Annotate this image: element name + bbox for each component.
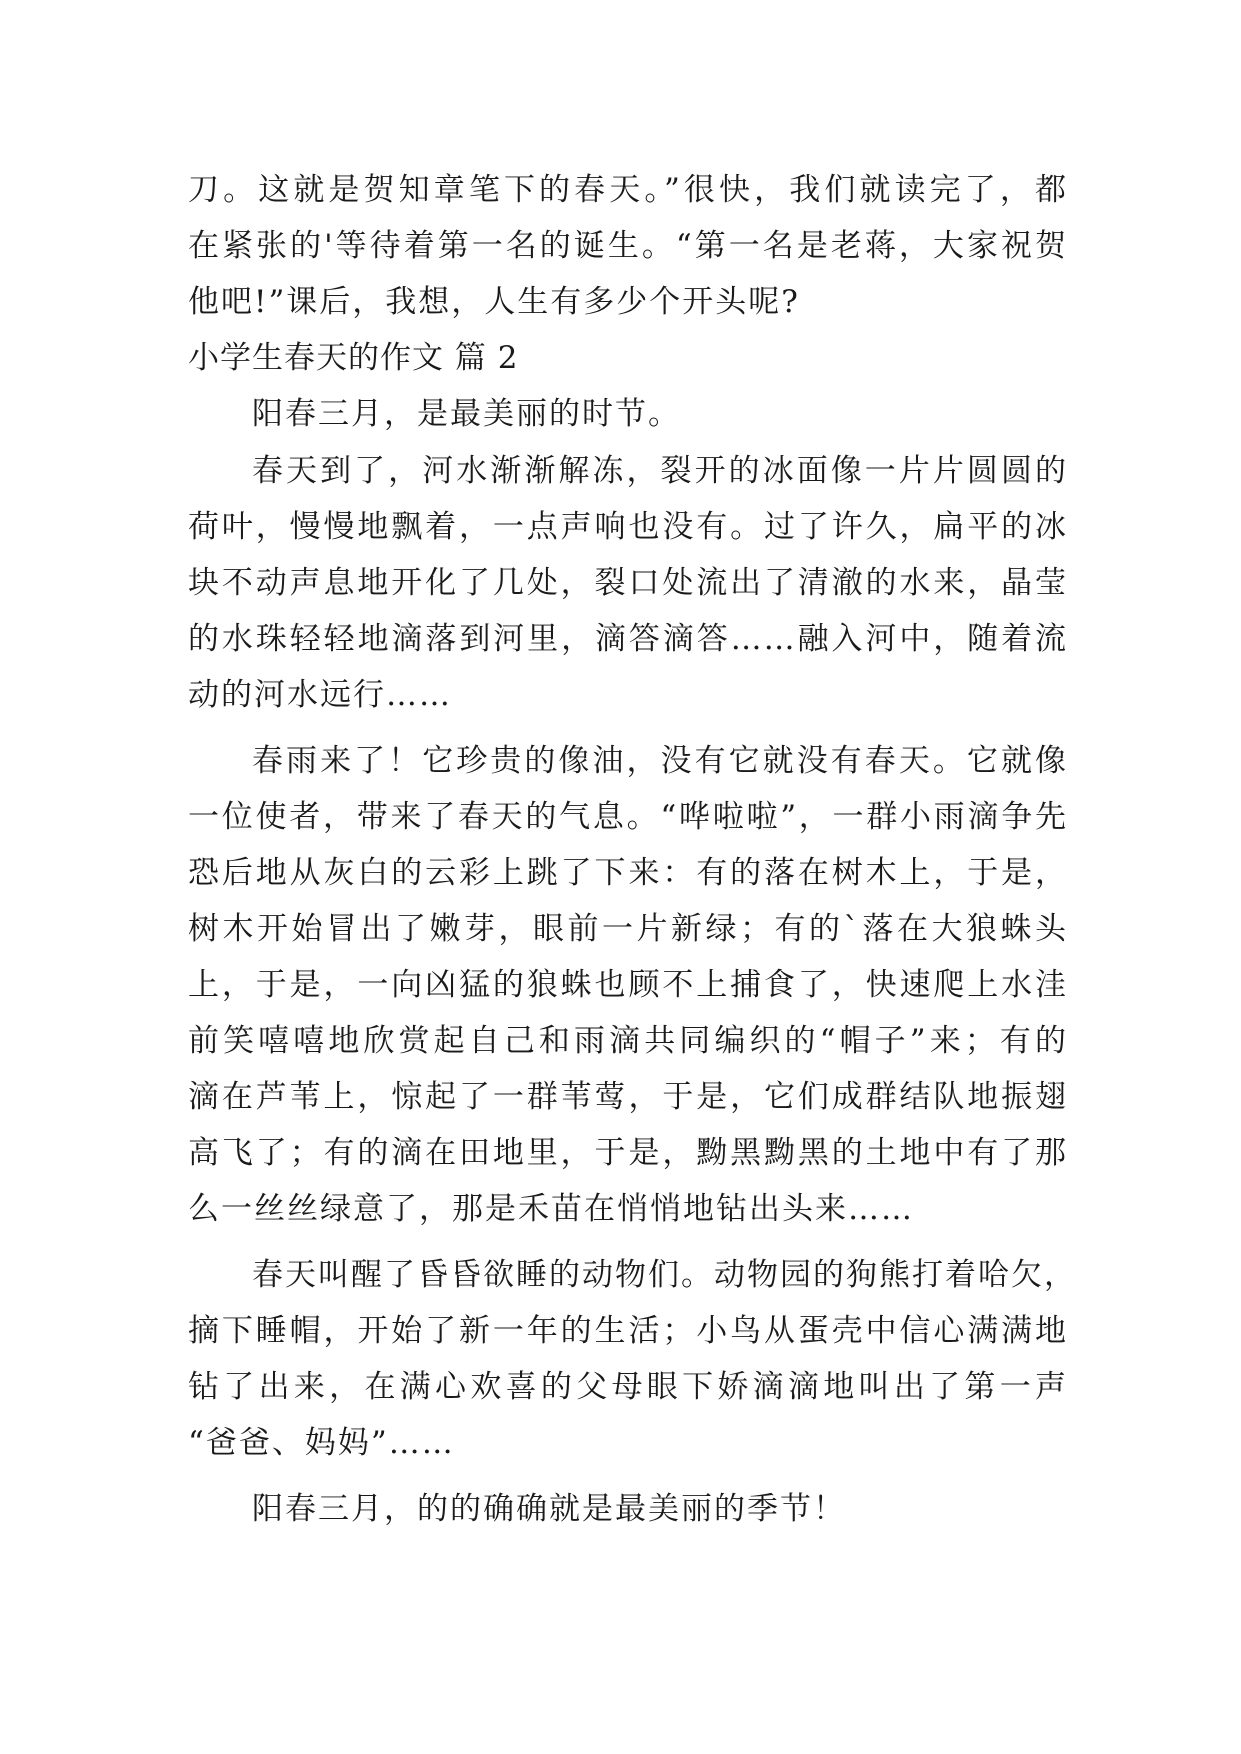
paragraph-line: 春天叫醒了昏昏欲睡的动物们。动物园的狗熊打着哈欠， — [252, 1257, 1077, 1293]
paragraph-line: 阳春三月，是最美丽的时节。 — [252, 396, 681, 432]
paragraph-line: 钻了出来，在满心欢喜的父母眼下娇滴滴地叫出了第一声 — [188, 1369, 1068, 1405]
paragraph-line: 上，于是，一向凶猛的狼蛛也顾不上捕食了，快速爬上水洼 — [188, 967, 1068, 1003]
paragraph-line: 树木开始冒出了嫩芽，眼前一片新绿；有的`落在大狼蛛头 — [188, 911, 1068, 947]
paragraph-line: 么一丝丝绿意了，那是禾苗在悄悄地钻出头来…… — [188, 1191, 914, 1227]
paragraph-line: 高飞了；有的滴在田地里，于是，黝黑黝黑的土地中有了那 — [188, 1135, 1068, 1171]
paragraph-line: 滴在芦苇上，惊起了一群苇莺，于是，它们成群结队地振翅 — [188, 1079, 1068, 1115]
paragraph-line: 动的河水远行…… — [188, 677, 452, 713]
paragraph-line: 春雨来了！它珍贵的像油，没有它就没有春天。它就像 — [252, 743, 1068, 779]
paragraph-line: 摘下睡帽，开始了新一年的生活；小鸟从蛋壳中信心满满地 — [188, 1313, 1068, 1349]
paragraph-line: 块不动声息地开化了几处，裂口处流出了清澈的水来，晶莹 — [188, 565, 1068, 601]
paragraph-line: 春天到了，河水渐渐解冻，裂开的冰面像一片片圆圆的 — [252, 453, 1068, 489]
paragraph-line: 恐后地从灰白的云彩上跳了下来：有的落在树木上，于是， — [188, 855, 1068, 891]
paragraph-line: 他吧!”课后，我想，人生有多少个开头呢? — [188, 284, 800, 320]
paragraph-line: 荷叶，慢慢地飘着，一点声响也没有。过了许久，扁平的冰 — [188, 509, 1068, 545]
paragraph-line: 一位使者，带来了春天的气息。“哗啦啦”，一群小雨滴争先 — [188, 799, 1068, 835]
paragraph-line: 前笑嘻嘻地欣赏起自己和雨滴共同编织的“帽子”来；有的 — [188, 1023, 1068, 1059]
paragraph-line: 阳春三月，的的确确就是最美丽的季节！ — [252, 1491, 846, 1527]
paragraph-line: 的水珠轻轻地滴落到河里，滴答滴答……融入河中，随着流 — [188, 621, 1068, 657]
paragraph-line: “爸爸、妈妈”…… — [188, 1425, 455, 1461]
section-heading: 小学生春天的作文 篇 2 — [188, 340, 519, 376]
paragraph-line: 在紧张的'等待着第一名的诞生。“第一名是老蒋，大家祝贺 — [188, 228, 1068, 264]
paragraph-line: 刀。这就是贺知章笔下的春天。”很快，我们就读完了，都 — [188, 172, 1068, 208]
